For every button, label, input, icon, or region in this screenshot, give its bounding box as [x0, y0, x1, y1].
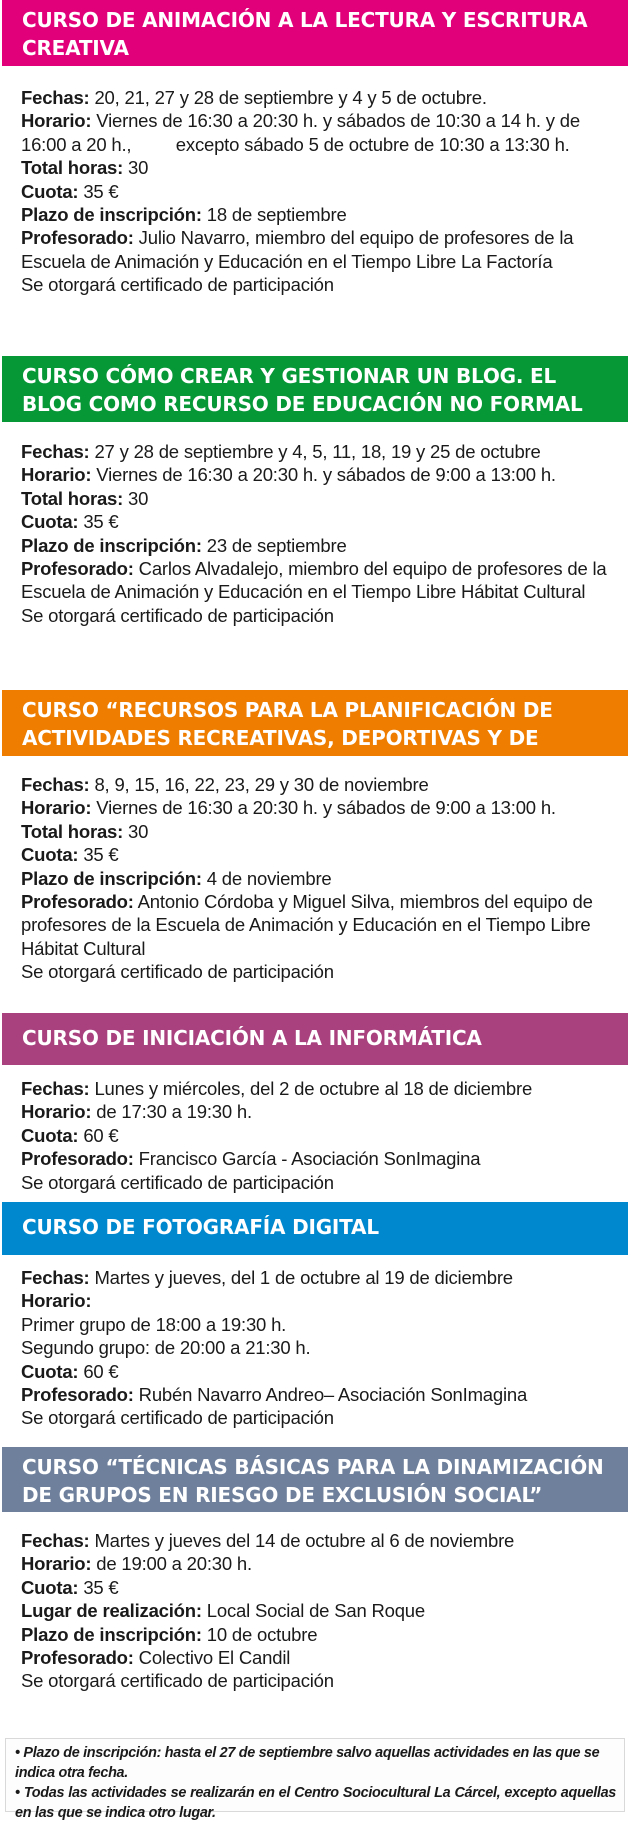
detail-certificado: Se otorgará certificado de participación [21, 961, 334, 983]
detail-grupo-1: Primer grupo de 18:00 a 19:30 h. [21, 1313, 287, 1335]
detail-cuota: Cuota: 35 € [21, 180, 119, 202]
detail-certificado: Se otorgará certificado de participación [21, 1407, 334, 1429]
detail-cuota: Cuota: 35 € [21, 511, 119, 533]
detail-plazo: Plazo de inscripción: 4 de noviembre [21, 867, 332, 889]
general-notes-box [5, 1738, 625, 1821]
note-lugar: • Todas las actividades se realizarán en el Centro Sociocultural La Cárcel, excepto aquellas en las que se indica otro lugar. [15, 1785, 616, 1821]
course-details [21, 773, 626, 984]
detail-total-horas: Total horas: 30 [21, 820, 149, 842]
course-title-bar: CURSO “TÉCNICAS BÁSICAS PARA LA DINAMIZACIÓN DE GRUPOS EN RIESGO DE EXCLUSIÓN SOCIAL” [2, 1447, 628, 1512]
course-title-bar: CURSO DE FOTOGRAFÍA DIGITAL [2, 1202, 628, 1255]
course-details [21, 86, 626, 297]
course-details [21, 1077, 626, 1194]
detail-horario: Horario: Viernes de 16:30 a 20:30 h. y sábados de 10:30 a 14 h. y de 16:00 a 20 h., excepto sábado 5 de octubre de 10:30 a 13:30 h. [21, 110, 585, 155]
course-details [21, 1266, 626, 1430]
detail-profesorado: Profesorado: Antonio Córdoba y Miguel Silva, miembros del equipo de profesores de la Escuela de Animación y Educación en el Tiempo Libre Hábitat Cultural [21, 891, 598, 959]
course-title-bar: CURSO DE ANIMACIÓN A LA LECTURA Y ESCRITURA CREATIVA [2, 0, 628, 66]
detail-total-horas: Total horas: 30 [21, 157, 149, 179]
detail-horario: Horario: de 19:00 a 20:30 h. [21, 1553, 252, 1575]
detail-plazo: Plazo de inscripción: 18 de septiembre [21, 204, 347, 226]
detail-certificado: Se otorgará certificado de participación [21, 604, 334, 626]
detail-certificado: Se otorgará certificado de participación [21, 1171, 334, 1193]
detail-horario: Horario: de 17:30 a 19:30 h. [21, 1101, 252, 1123]
course-title-bar: CURSO DE INICIACIÓN A LA INFORMÁTICA [2, 1013, 628, 1065]
detail-fechas: Fechas: 20, 21, 27 y 28 de septiembre y 4 y 5 de octubre. [21, 87, 487, 108]
detail-horario: Horario: [21, 1290, 92, 1312]
detail-cuota: Cuota: 60 € [21, 1360, 119, 1382]
detail-certificado: Se otorgará certificado de participación [21, 1670, 334, 1692]
detail-cuota: Cuota: 60 € [21, 1124, 119, 1146]
detail-plazo: Plazo de inscripción: 23 de septiembre [21, 534, 347, 556]
course-details [21, 1529, 626, 1693]
detail-fechas: Fechas: Martes y jueves del 14 de octubre al 6 de noviembre [21, 1530, 515, 1551]
detail-grupo-2: Segundo grupo: de 20:00 a 21:30 h. [21, 1337, 311, 1359]
detail-profesorado: Profesorado: Julio Navarro, miembro del equipo de profesores de la Escuela de Animación y Educación en el Tiempo Libre La Factoría [21, 227, 579, 272]
detail-certificado: Se otorgará certificado de participación [21, 274, 334, 296]
note-plazo: • Plazo de inscripción: hasta el 27 de septiembre salvo aquellas actividades en las que se indica otra fecha. [15, 1745, 600, 1781]
detail-cuota: Cuota: 35 € [21, 1576, 119, 1598]
detail-lugar: Lugar de realización: Local Social de San Roque [21, 1600, 425, 1622]
detail-fechas: Fechas: Lunes y miércoles, del 2 de octubre al 18 de diciembre [21, 1078, 533, 1099]
course-title-bar: CURSO “RECURSOS PARA LA PLANIFICACIÓN DE ACTIVIDADES RECREATIVAS, DEPORTIVAS Y DE OCIO” [2, 690, 628, 756]
course-details [21, 440, 626, 627]
course-title-bar: CURSO CÓMO CREAR Y GESTIONAR UN BLOG. EL BLOG COMO RECURSO DE EDUCACIÓN NO FORMAL [2, 356, 628, 422]
detail-horario: Horario: Viernes de 16:30 a 20:30 h. y sábados de 9:00 a 13:00 h. [21, 797, 556, 819]
detail-fechas: Fechas: Martes y jueves, del 1 de octubre al 19 de diciembre [21, 1267, 513, 1288]
detail-plazo: Plazo de inscripción: 10 de octubre [21, 1623, 318, 1645]
detail-profesorado: Profesorado: Carlos Alvadalejo, miembro del equipo de profesores de la Escuela de Animación y Educación en el Tiempo Libre Hábitat Cultural [21, 558, 612, 603]
detail-fechas: Fechas: 27 y 28 de septiembre y 4, 5, 11, 18, 19 y 25 de octubre [21, 441, 541, 462]
detail-total-horas: Total horas: 30 [21, 487, 149, 509]
detail-fechas: Fechas: 8, 9, 15, 16, 22, 23, 29 y 30 de noviembre [21, 774, 429, 795]
detail-profesorado: Profesorado: Colectivo El Candil [21, 1647, 291, 1669]
detail-profesorado: Profesorado: Francisco García - Asociación SonImagina [21, 1148, 481, 1170]
detail-cuota: Cuota: 35 € [21, 844, 119, 866]
detail-horario: Horario: Viernes de 16:30 a 20:30 h. y sábados de 9:00 a 13:00 h. [21, 464, 556, 486]
detail-profesorado: Profesorado: Rubén Navarro Andreo– Asociación SonImagina [21, 1384, 528, 1406]
